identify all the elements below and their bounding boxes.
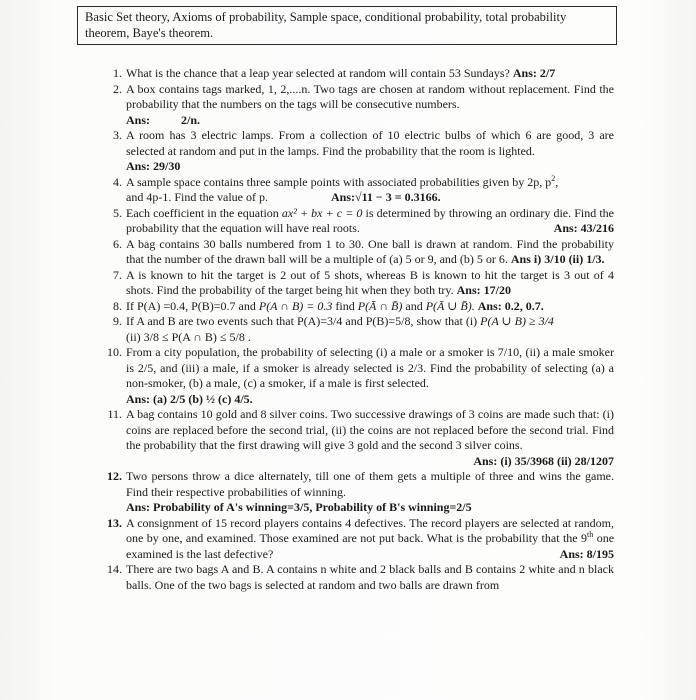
- question-text: ,: [555, 174, 559, 189]
- answer: Ans: 2/7: [512, 66, 556, 80]
- question-number: 8.: [113, 298, 122, 313]
- question-text: A is known to hit the target is 2 out of 5 shots, whereas B is known to hit the target is 3 out of 4 shots. Find the probability of the target being hit when they both try.: [126, 267, 614, 297]
- question-text: one examined is the last defective?: [126, 531, 615, 561]
- answer: 2/n.: [181, 112, 201, 127]
- answer: Ans: 17/20: [456, 283, 511, 297]
- question-text: If P(A) =0.4, P(B)=0.7 and: [126, 298, 256, 313]
- question-text: A consignment of 15 record players contains 4 defectives. The record players are selected at random, one by one, and examined. Those examined are not put back. What is the probability that the 9: [126, 515, 614, 545]
- question-text: From a city population, the probability of selecting (i) a male or a smoker is 7/10, (ii) a male smoker is 2/5, and (iii) a male, if a smoker is already selected is 2/3. Find the probability of selecting (a) a non-smoker, (b) a male, (c) a smoker, if a male is first selected.: [126, 345, 614, 390]
- question-text: Two persons throw a dice alternately, till one of them gets a multiple of three and wins the game. Find their respective probabilities of winning.: [126, 469, 614, 499]
- answer: Ans:√11 − 3 = 0.3166.: [330, 190, 441, 204]
- topic-title: Basic Set theory, Axioms of probability, Sample space, conditional probability, total probability theorem, Baye's theorem.: [85, 10, 567, 40]
- answer: Ans: 29/30: [126, 159, 181, 173]
- question-text: A box contains tags marked, 1, 2,....n. Two tags are chosen at random without replacement. Find the probability that the numbers on the tags will be consecutive numbers.: [126, 81, 614, 111]
- question-list: [100, 66, 614, 593]
- answer: Ans i) 3/10 (ii) 1/3.: [510, 252, 605, 266]
- question-number: 10.: [107, 345, 122, 359]
- question-item: [100, 562, 614, 593]
- question-item: [100, 128, 614, 175]
- answer: Ans: 0.2, 0.7.: [477, 298, 544, 313]
- question-number: 11.: [107, 407, 122, 421]
- superscript: 2: [551, 173, 556, 183]
- question-number: 14.: [107, 562, 122, 576]
- question-number: 7.: [113, 267, 122, 282]
- question-text: and 4p-1. Find the value of p.: [126, 190, 268, 204]
- question-number: 1.: [113, 66, 122, 80]
- question-item: [100, 206, 614, 237]
- question-number: 5.: [113, 205, 122, 220]
- question-text: A bag contains 30 balls numbered from 1 to 30. One ball is drawn at random. Find the probability that the number of the drawn ball will be a multiple of (a) 5 or 9, and (b) 5 or 6.: [126, 236, 614, 266]
- question-text: There are two bags A and B. A contains n white and 2 black balls and B contains 2 white and n black balls. One of the two bags is selected at random and two balls are drawn from: [126, 562, 614, 592]
- math-expression: P(Ā ∩ B̄): [357, 298, 403, 313]
- question-text: A room has 3 electric lamps. From a collection of 10 electric bulbs of which 6 are good, 3 are selected at random and put in the lamps. Find the probability that the room is lighted.: [126, 128, 614, 158]
- question-number: 6.: [113, 236, 122, 251]
- question-text: What is the chance that a leap year selected at random will contain 53 Sundays?: [126, 66, 510, 80]
- math-expression: P(A ∪ B) ≥ 3/4: [480, 314, 554, 328]
- question-text: A bag contains 10 gold and 8 silver coins. Two successive drawings of 3 coins are made such that: (i) coins are replaced before the second trial, (ii) the coins are not replaced before the second trial. Find the probability that the first drawing will give 3 gold and the second 3 silver coins.: [126, 407, 614, 452]
- question-text: Each coefficient in the equation: [126, 205, 279, 220]
- math-expression: P(Ā ∪ B̄).: [425, 298, 475, 313]
- question-item: [100, 469, 614, 516]
- question-text: and: [405, 298, 423, 313]
- question-item: [100, 407, 614, 469]
- question-item: [100, 66, 614, 82]
- question-text: A sample space contains three sample points with associated probabilities given by 2p, p: [126, 174, 552, 189]
- math-expression: P(A ∩ B) = 0.3: [258, 298, 333, 313]
- answer: Ans: (a) 2/5 (b) ½ (c) 4/5.: [126, 391, 253, 406]
- topic-header-box: [77, 6, 617, 45]
- question-item: [100, 314, 614, 345]
- question-number: 4.: [113, 174, 122, 189]
- question-text: is determined by throwing an ordinary die. Find the probability that the equation will have real roots.: [126, 205, 615, 235]
- question-text: find: [335, 298, 355, 313]
- question-item: [100, 345, 614, 407]
- math-expression: (ii) 3/8 ≤ P(A ∩ B) ≤ 5/8 .: [126, 329, 251, 344]
- question-text: If A and B are two events such that P(A)=3/4 and P(B)=5/8, show that (i): [126, 314, 478, 328]
- question-item: [100, 237, 614, 268]
- question-item: [100, 175, 614, 206]
- answer: Ans: (i) 35/3968 (ii) 28/1207: [473, 453, 614, 468]
- answer: Ans: 43/216: [553, 221, 614, 235]
- question-number: 13.: [107, 515, 122, 530]
- question-number: 9.: [113, 314, 122, 328]
- superscript: th: [587, 530, 594, 539]
- question-number: 12.: [107, 469, 122, 483]
- question-number: 2.: [113, 81, 122, 96]
- question-number: 3.: [113, 128, 122, 142]
- answer: Ans: Probability of A's winning=3/5, Probability of B's winning=2/5: [126, 500, 472, 514]
- answer: Ans: 8/195: [559, 546, 614, 561]
- answer-label: Ans:: [126, 112, 151, 127]
- question-item: [100, 82, 614, 129]
- question-item: [100, 516, 614, 563]
- question-item: [100, 299, 614, 315]
- question-item: [100, 268, 614, 299]
- equation: ax² + bx + c = 0: [281, 205, 363, 220]
